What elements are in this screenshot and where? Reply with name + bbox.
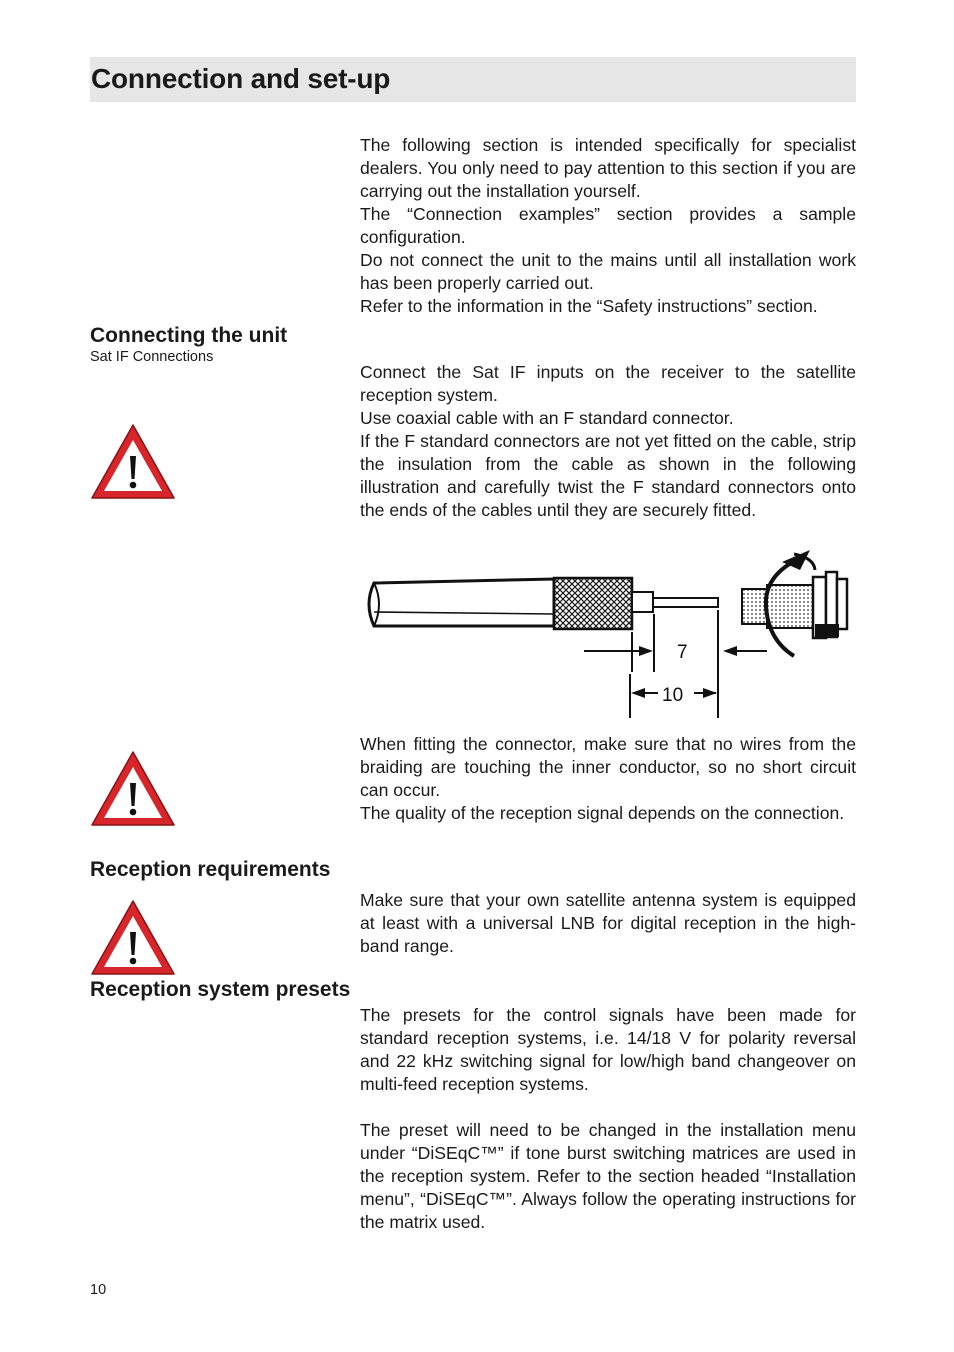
intro-paragraph: Refer to the information in the “Safety instructions” section. — [360, 296, 818, 316]
presets-paragraph: The presets for the control signals have been made for standard reception systems, i.e. 14/18 V for polarity reversal and 22 kHz switching signal for low/high band changeover on multi-feed reception systems. — [360, 1005, 856, 1094]
connecting-text — [360, 361, 856, 522]
section-heading-presets: Reception system presets — [90, 978, 351, 1001]
warning-triangle-icon — [90, 899, 176, 976]
fitting-note-text — [360, 733, 856, 825]
dimension-label-outer: 10 — [662, 685, 684, 706]
intro-paragraph: The “Connection examples” section provides a sample configuration. — [360, 204, 856, 247]
intro-paragraph: The following section is intended specifically for specialist dealers. You only need to pay attention to this section if you are carrying out the installation yourself. — [360, 135, 856, 201]
subheading-sat-if: Sat IF Connections — [90, 349, 214, 365]
page-title: Connection and set-up — [91, 63, 391, 94]
note-paragraph: The quality of the reception signal depends on the connection. — [360, 803, 845, 823]
dimension-label-inner: 7 — [677, 642, 688, 663]
warning-triangle-icon — [90, 750, 176, 827]
page-number: 10 — [90, 1282, 107, 1298]
connecting-paragraph: If the F standard connectors are not yet fitted on the cable, strip the insulation from the cable as shown in the following illustration and carefully twist the F standard connectors onto the ends of the cables until they are securely fitted. — [360, 431, 856, 520]
header-bar — [90, 57, 856, 102]
section-heading-requirements: Reception requirements — [90, 858, 331, 881]
intro-paragraph: Do not connect the unit to the mains until all installation work has been properly carried out. — [360, 250, 856, 293]
connecting-paragraph: Connect the Sat IF inputs on the receiver to the satellite reception system. — [360, 362, 856, 405]
warning-triangle-icon — [90, 423, 176, 500]
intro-text — [360, 134, 856, 318]
requirements-paragraph: Make sure that your own satellite antenna system is equipped at least with a universal LNB for digital reception in the high-band range. — [360, 890, 856, 956]
note-paragraph: When fitting the connector, make sure that no wires from the braiding are touching the inner conductor, so no short circuit can occur. — [360, 734, 856, 800]
requirements-text — [360, 889, 856, 958]
cable-stripping-diagram — [362, 548, 856, 720]
presets-text — [360, 1004, 856, 1234]
presets-paragraph: The preset will need to be changed in the installation menu under “DiSEqC™” if tone burst switching matrices are used in the reception system. Refer to the section headed “Installation menu”, “DiSEqC™”. Always follow the operating instructions for the matrix used. — [360, 1120, 856, 1232]
connecting-paragraph: Use coaxial cable with an F standard connector. — [360, 408, 734, 428]
section-heading-connecting: Connecting the unit — [90, 324, 288, 347]
